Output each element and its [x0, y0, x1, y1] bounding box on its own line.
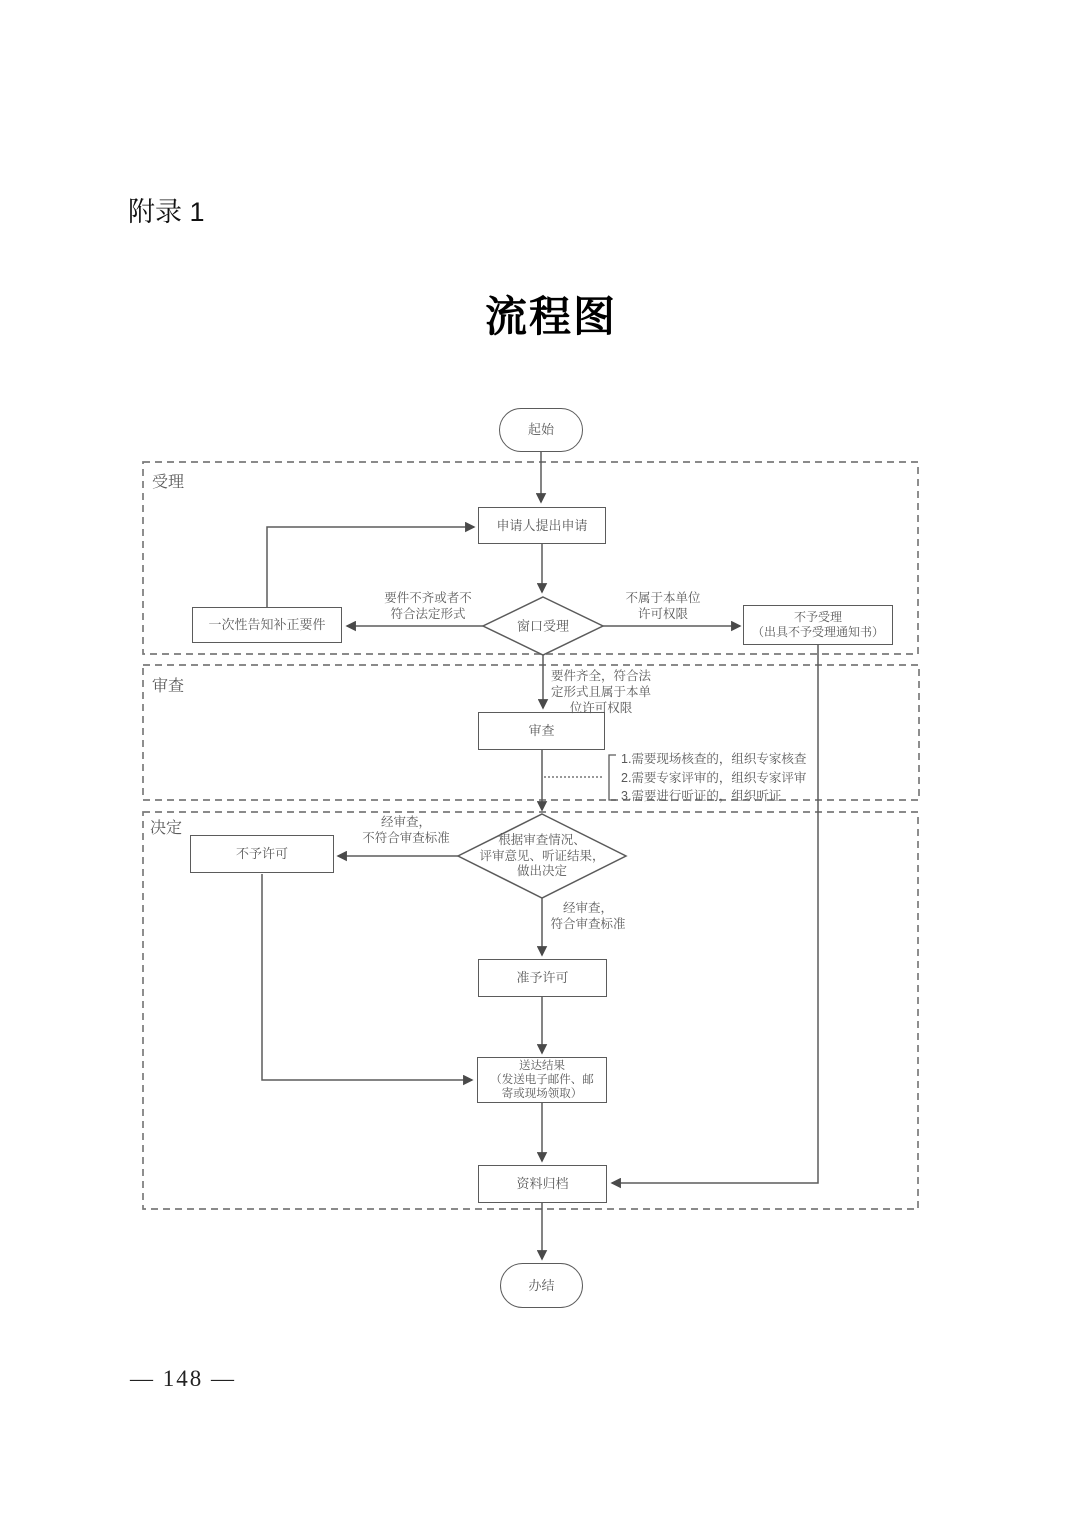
- node-review: [478, 712, 605, 750]
- node-deny: [190, 835, 334, 873]
- node-deny-label: 不予许可: [235, 846, 288, 861]
- node-end-label: 办结: [528, 1277, 555, 1293]
- node-review-label: 审查: [528, 723, 555, 738]
- page-title: 流程图: [485, 295, 618, 341]
- node-decision-label: [479, 833, 604, 880]
- node-start: [499, 408, 583, 452]
- node-end: [500, 1263, 583, 1308]
- node-grant: [478, 959, 607, 997]
- edge-deny-to-deliver: [262, 874, 472, 1080]
- edge-label-review-fail-line1: 经审查，: [380, 815, 432, 829]
- node-deliver-line3: 寄或现场领取）: [501, 1088, 583, 1100]
- node-reject: [743, 605, 893, 645]
- node-reject-line1: 不予受理: [793, 610, 842, 624]
- node-applicant-submit: [478, 507, 606, 544]
- node-deliver: [477, 1057, 607, 1103]
- edge-label-incomplete-line2: 符合法定形式: [390, 607, 466, 621]
- section-label-accept: 受理: [152, 474, 185, 491]
- section-label-decide: 决定: [150, 820, 183, 837]
- section-label-review: 审查: [152, 678, 185, 695]
- edge-label-qualified-line3: 位许可权限: [569, 701, 633, 715]
- appendix-label: 附录 1: [128, 197, 205, 227]
- node-onetime-notice-label: 一次性告知补正要件: [208, 617, 326, 632]
- side-note-item-2: 2.需要专家评审的，组织专家评审: [621, 770, 807, 785]
- side-note-item-3: 3.需要进行听证的，组织听证: [621, 789, 782, 803]
- node-start-label: 起始: [527, 422, 554, 437]
- node-decision-line1: 根据审查情况、: [498, 832, 586, 847]
- edge-label-qualified-line1: 要件齐全，符合法: [550, 669, 652, 683]
- node-applicant-submit-label: 申请人提出申请: [496, 517, 588, 533]
- side-note-item-1: 1.需要现场核查的，组织专家核查: [621, 752, 807, 766]
- node-onetime-notice: [192, 607, 342, 643]
- edge-label-qualified: [551, 668, 651, 716]
- node-deliver-line1: 送达结果: [519, 1060, 565, 1072]
- node-deliver-line2: （发送电子邮件、邮: [490, 1074, 594, 1086]
- edge-label-review-fail: [362, 814, 450, 846]
- node-decision-line3: 做出决定: [516, 863, 568, 878]
- edge-label-incomplete-line1: 要件不齐或者不: [384, 591, 472, 605]
- edge-label-incomplete: [384, 590, 472, 622]
- edge-label-no-authority-line2: 许可权限: [637, 607, 689, 621]
- node-archive: [478, 1165, 607, 1203]
- side-notes: [621, 750, 806, 806]
- node-archive-label: 资料归档: [516, 1176, 569, 1191]
- node-reject-line2: （出具不予受理通知书）: [751, 625, 884, 639]
- edge-label-no-authority-line1: 不属于本单位: [625, 591, 701, 605]
- side-notes-bracket: [609, 755, 616, 800]
- page-number: — 148 —: [130, 1366, 236, 1391]
- edge-label-no-authority: [625, 590, 700, 622]
- edge-label-review-pass: [550, 900, 625, 932]
- edge-label-review-pass-line1: 经审查，: [562, 901, 614, 915]
- edge-label-qualified-line2: 定形式且属于本单: [550, 685, 652, 699]
- edge-label-review-pass-line2: 符合审查标准: [550, 917, 626, 931]
- node-grant-label: 准予许可: [516, 970, 569, 985]
- edge-label-review-fail-line2: 不符合审查标准: [362, 831, 450, 845]
- node-window-accept-label: 窗口受理: [516, 618, 570, 634]
- edge-reject-to-archive: [612, 645, 818, 1183]
- node-decision-line2: 评审意见、听证结果，: [479, 848, 605, 863]
